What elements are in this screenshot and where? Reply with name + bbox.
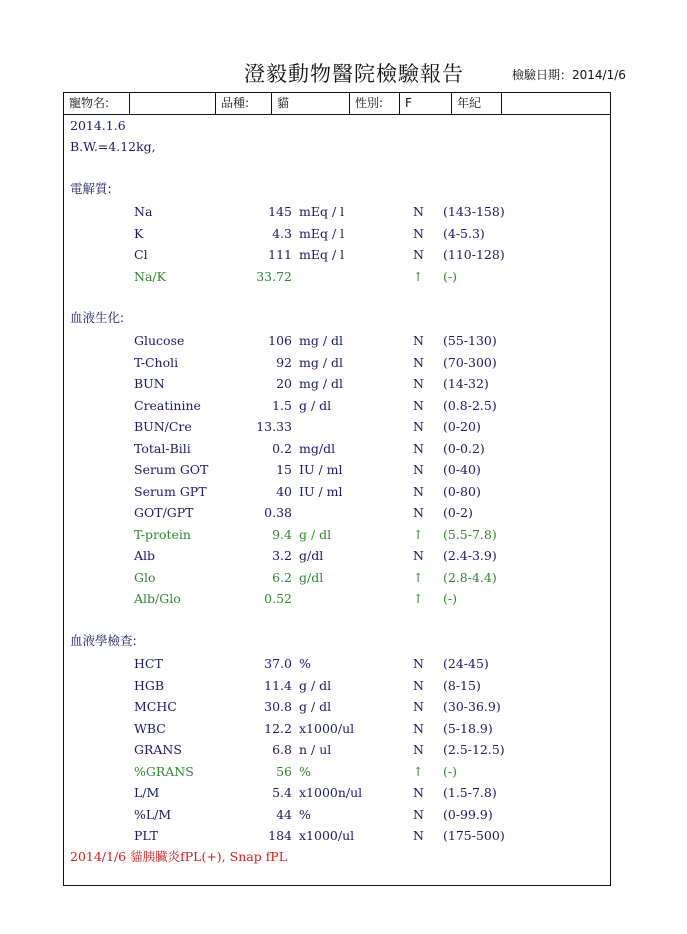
test-flag: N [413, 505, 424, 520]
test-value: 12.2 [264, 720, 292, 736]
test-unit: mEq / l [299, 225, 345, 241]
test-flag: ↑ [413, 763, 424, 779]
test-name: BUN/Cre [134, 419, 192, 434]
section-title: 血液生化: [70, 310, 125, 325]
test-name: T-Choli [134, 354, 179, 370]
test-name: %GRANS [134, 763, 194, 779]
reference-range: (110-128) [443, 247, 505, 262]
test-value: 145 [268, 204, 292, 219]
test-name: %L/M [134, 806, 172, 822]
test-flag: N [413, 742, 424, 757]
reference-range: (0-99.9) [443, 806, 493, 822]
test-flag: ↑ [413, 526, 424, 542]
test-value: 56 [276, 763, 292, 779]
test-unit: g / dl [299, 699, 332, 714]
reference-range: (2.8-4.4) [443, 569, 497, 585]
test-value: 11.4 [264, 677, 292, 693]
reference-range: (8-15) [443, 677, 481, 693]
test-name: Na [134, 204, 153, 219]
test-unit: mg / dl [299, 376, 344, 391]
section-title: 電解質: [70, 181, 112, 196]
test-unit: mEq / l [299, 247, 345, 262]
test-flag: ↑ [413, 268, 424, 284]
test-name: Cl [134, 247, 148, 262]
reference-range: (0-2) [443, 505, 473, 520]
reference-range: (5.5-7.8) [443, 526, 497, 542]
reference-range: (0-0.2) [443, 440, 485, 456]
test-flag: N [413, 828, 424, 843]
test-flag: N [413, 419, 424, 434]
test-value: 5.4 [272, 785, 292, 800]
section-title: 血液學檢查: [70, 633, 137, 648]
test-name: Na/K [134, 268, 166, 284]
pet-name-label: 寵物名: [64, 93, 130, 114]
test-flag: N [413, 785, 424, 800]
test-name: Glucose [134, 333, 185, 348]
test-name: WBC [134, 720, 166, 736]
test-name: K [134, 225, 144, 241]
test-flag: N [413, 699, 424, 714]
test-name: Serum GOT [134, 462, 209, 477]
test-value: 40 [276, 483, 292, 499]
test-flag: N [413, 376, 424, 391]
test-name: L/M [134, 785, 160, 800]
test-flag: N [413, 548, 424, 563]
test-name: BUN [134, 376, 165, 391]
test-value: 9.4 [272, 526, 292, 542]
breed-label: 品種: [216, 93, 272, 114]
reference-range: (175-500) [443, 828, 505, 843]
test-unit: x1000/ul [299, 720, 355, 736]
test-flag: ↑ [413, 591, 424, 606]
test-flag: N [413, 397, 424, 413]
test-flag: N [413, 483, 424, 499]
reference-range: (55-130) [443, 333, 497, 348]
test-flag: N [413, 225, 424, 241]
test-unit: % [299, 656, 311, 671]
test-unit: n / ul [299, 742, 332, 757]
test-flag: N [413, 333, 424, 348]
reference-range: (-) [443, 591, 457, 606]
reference-range: (2.4-3.9) [443, 548, 497, 563]
reference-range: (1.5-7.8) [443, 785, 497, 800]
reference-range: (4-5.3) [443, 225, 485, 241]
report-date: 檢驗日期：2014/1/6 [512, 68, 626, 82]
test-name: Creatinine [134, 397, 201, 413]
test-value: 1.5 [272, 397, 292, 413]
test-flag: ↑ [413, 569, 424, 585]
test-value: 4.3 [272, 225, 292, 241]
test-date-note: 2014.1.6 [70, 118, 126, 133]
test-unit: g / dl [299, 677, 332, 693]
reference-range: (143-158) [443, 204, 505, 219]
reference-range: (30-36.9) [443, 699, 501, 714]
test-name: GOT/GPT [134, 505, 194, 520]
reference-range: (0-40) [443, 462, 481, 477]
test-unit: IU / ml [299, 462, 343, 477]
test-unit: IU / ml [299, 483, 343, 499]
test-value: 184 [268, 828, 292, 843]
test-value: 6.2 [272, 569, 292, 585]
reference-range: (0.8-2.5) [443, 397, 497, 413]
test-value: 44 [276, 806, 292, 822]
test-unit: x1000n/ul [299, 785, 363, 800]
reference-range: (2.5-12.5) [443, 742, 505, 757]
pet-name-value [130, 93, 216, 114]
test-unit: mg/dl [299, 440, 336, 456]
test-name: T-protein [134, 526, 191, 542]
patient-info-row [64, 93, 610, 115]
test-flag: N [413, 677, 424, 693]
test-unit: mEq / l [299, 204, 345, 219]
test-name: Alb/Glo [134, 591, 181, 606]
test-name: MCHC [134, 699, 177, 714]
test-value: 33.72 [256, 268, 292, 284]
test-name: GRANS [134, 742, 182, 757]
test-value: 6.8 [272, 742, 292, 757]
test-flag: N [413, 354, 424, 370]
test-name: Serum GPT [134, 483, 207, 499]
test-value: 0.38 [264, 505, 292, 520]
test-name: Total-Bili [134, 440, 191, 456]
test-value: 37.0 [264, 656, 292, 671]
test-flag: N [413, 462, 424, 477]
reference-range: (0-80) [443, 483, 481, 499]
test-unit: % [299, 763, 311, 779]
test-name: PLT [134, 828, 159, 843]
test-unit: mg / dl [299, 333, 344, 348]
sex-value: F [400, 93, 452, 114]
test-unit: % [299, 806, 311, 822]
test-flag: N [413, 720, 424, 736]
test-value: 0.52 [264, 591, 292, 606]
test-flag: N [413, 656, 424, 671]
test-unit: g/dl [299, 548, 324, 563]
reference-range: (5-18.9) [443, 720, 493, 736]
test-value: 111 [268, 247, 292, 262]
age-label: 年紀 [452, 93, 502, 114]
test-unit: x1000/ul [299, 828, 355, 843]
test-flag: N [413, 806, 424, 822]
test-value: 30.8 [264, 699, 292, 714]
test-value: 13.33 [256, 419, 292, 434]
test-name: Alb [134, 548, 156, 563]
test-value: 3.2 [272, 548, 292, 563]
reference-range: (70-300) [443, 354, 497, 370]
test-value: 0.2 [272, 440, 292, 456]
test-name: Glo [134, 569, 156, 585]
test-value: 20 [276, 376, 292, 391]
test-name: HCT [134, 656, 163, 671]
test-flag: N [413, 247, 424, 262]
test-unit: mg / dl [299, 354, 344, 370]
test-flag: N [413, 440, 424, 456]
test-unit: g / dl [299, 397, 332, 413]
test-value: 92 [276, 354, 292, 370]
test-unit: g / dl [299, 526, 332, 542]
body-weight-note: B.W.=4.12kg, [70, 139, 156, 154]
report-title: 澄毅動物醫院檢驗報告 [244, 62, 464, 86]
reference-range: (-) [443, 268, 457, 284]
reference-range: (24-45) [443, 656, 489, 671]
reference-range: (0-20) [443, 419, 481, 434]
test-unit: g/dl [299, 569, 324, 585]
test-value: 15 [276, 462, 292, 477]
reference-range: (-) [443, 763, 457, 779]
sex-label: 性別: [350, 93, 400, 114]
reference-range: (14-32) [443, 376, 489, 391]
diagnosis-note: 2014/1/6 貓胰臟炎fPL(+), Snap fPL [70, 849, 288, 864]
test-value: 106 [268, 333, 292, 348]
breed-value: 貓 [272, 93, 350, 114]
test-flag: N [413, 204, 424, 219]
test-name: HGB [134, 677, 165, 693]
age-value [502, 93, 610, 114]
